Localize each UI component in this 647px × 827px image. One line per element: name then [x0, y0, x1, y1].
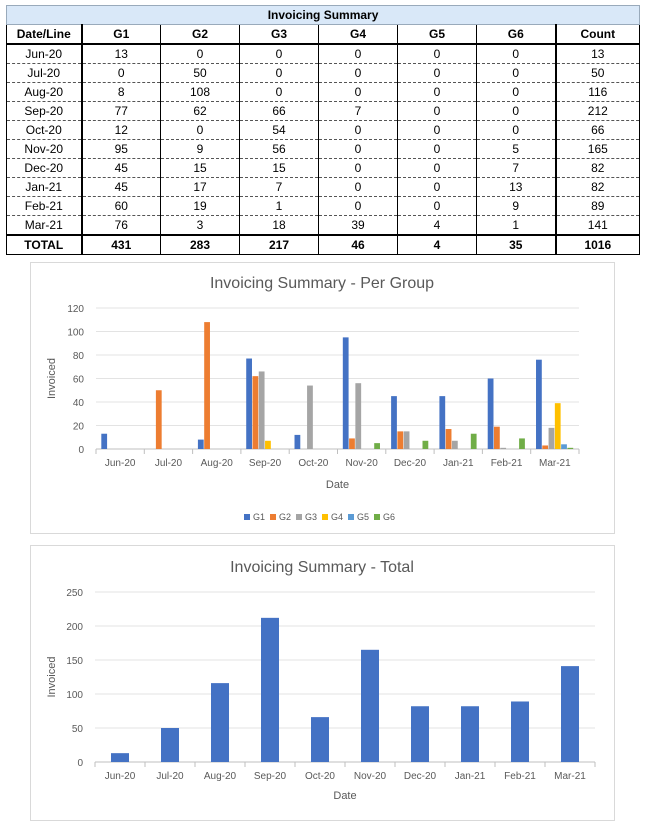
- bar-g1: [295, 435, 301, 449]
- x-tick-label: Jun-20: [104, 771, 136, 782]
- x-tick-label: Nov-20: [345, 458, 378, 469]
- cell-value: 0: [477, 83, 556, 102]
- chart-title: Invoicing Summary - Per Group: [209, 275, 435, 292]
- x-tick-label: Jan-21: [454, 771, 486, 782]
- row-count: 141: [556, 216, 640, 236]
- table-row: [7, 44, 640, 64]
- cell-value: 0: [82, 64, 161, 83]
- row-count: 212: [556, 102, 640, 121]
- cell-value: 4: [398, 216, 477, 236]
- bar-count: [361, 650, 379, 762]
- y-tick-label: 60: [72, 374, 84, 386]
- row-count: 13: [556, 44, 640, 64]
- x-tick-label: Feb-21: [504, 771, 536, 782]
- cell-value: 9: [477, 197, 556, 216]
- legend-swatch: [296, 514, 302, 520]
- bar-g2: [204, 322, 210, 449]
- legend-swatch: [348, 514, 354, 520]
- cell-value: 0: [319, 64, 398, 83]
- cell-value: 0: [477, 64, 556, 83]
- x-tick-label: Nov-20: [353, 771, 387, 782]
- row-date: Oct-20: [7, 121, 82, 140]
- table-row: [7, 140, 640, 159]
- x-tick-label: Feb-21: [490, 458, 523, 469]
- cell-value: 0: [398, 44, 477, 64]
- cell-value: 17: [161, 178, 240, 197]
- bar-g2: [252, 376, 258, 449]
- cell-value: 0: [477, 102, 556, 121]
- x-tick-label: Jul-20: [156, 771, 184, 782]
- bar-g3: [259, 371, 265, 449]
- cell-value: 7: [240, 178, 319, 197]
- cell-value: 13: [82, 44, 161, 64]
- bar-count: [261, 618, 279, 762]
- x-axis-label: Date: [325, 479, 350, 491]
- column-header: Count: [556, 25, 640, 45]
- y-tick-label: 200: [66, 622, 83, 633]
- bar-g1: [391, 396, 397, 449]
- total-chart: [30, 545, 615, 821]
- per-group-chart: [30, 262, 615, 534]
- bar-g1: [198, 440, 204, 449]
- row-date: Jun-20: [7, 44, 82, 64]
- total-value: 46: [319, 235, 398, 255]
- cell-value: 9: [161, 140, 240, 159]
- table-row: [7, 121, 640, 140]
- cell-value: 66: [240, 102, 319, 121]
- bar-g6: [567, 448, 573, 449]
- x-tick-label: Dec-20: [403, 771, 437, 782]
- bar-g2: [494, 427, 500, 449]
- x-tick-label: Mar-21: [539, 458, 571, 469]
- bar-g2: [156, 390, 162, 449]
- cell-value: 0: [240, 83, 319, 102]
- bar-g4: [265, 441, 271, 449]
- invoicing-summary-table: [6, 5, 640, 255]
- table-row: [7, 102, 640, 121]
- cell-value: 0: [398, 197, 477, 216]
- total-row: [7, 235, 640, 255]
- bar-count: [511, 701, 529, 762]
- table-row: [7, 83, 640, 102]
- y-tick-label: 100: [66, 690, 83, 701]
- bar-g3: [452, 441, 458, 449]
- bar-g2: [349, 438, 355, 449]
- cell-value: 0: [240, 44, 319, 64]
- chart-title: Invoicing Summary - Total: [230, 559, 414, 576]
- total-value: 35: [477, 235, 556, 255]
- bar-g6: [423, 441, 429, 449]
- y-tick-label: 0: [77, 758, 83, 769]
- total-chart-svg: [31, 546, 614, 820]
- column-header: G2: [161, 25, 240, 45]
- cell-value: 45: [82, 178, 161, 197]
- x-tick-label: Dec-20: [393, 458, 427, 469]
- bar-g1: [343, 337, 349, 449]
- bar-g1: [536, 360, 542, 449]
- bar-g3: [500, 448, 506, 449]
- row-date: Aug-20: [7, 83, 82, 102]
- cell-value: 0: [319, 121, 398, 140]
- table-row: [7, 197, 640, 216]
- column-header: G1: [82, 25, 161, 45]
- row-count: 116: [556, 83, 640, 102]
- bar-g6: [519, 438, 525, 449]
- cell-value: 77: [82, 102, 161, 121]
- y-tick-label: 50: [71, 724, 83, 735]
- cell-value: 39: [319, 216, 398, 236]
- cell-value: 1: [240, 197, 319, 216]
- cell-value: 19: [161, 197, 240, 216]
- cell-value: 108: [161, 83, 240, 102]
- total-count: 1016: [556, 235, 640, 255]
- y-tick-label: 80: [72, 351, 84, 362]
- bar-g4: [555, 403, 561, 449]
- bar-g1: [101, 434, 107, 449]
- bar-count: [161, 728, 179, 762]
- y-tick-label: 150: [66, 656, 83, 667]
- bar-g3: [307, 386, 313, 449]
- x-tick-label: Jun-20: [104, 458, 136, 469]
- cell-value: 18: [240, 216, 319, 236]
- cell-value: 0: [319, 140, 398, 159]
- cell-value: 8: [82, 83, 161, 102]
- cell-value: 1: [477, 216, 556, 236]
- row-date: Mar-21: [7, 216, 82, 236]
- cell-value: 0: [398, 159, 477, 178]
- x-tick-label: Jan-21: [442, 458, 474, 469]
- row-count: 82: [556, 178, 640, 197]
- cell-value: 0: [240, 64, 319, 83]
- table-row: [7, 216, 640, 236]
- cell-value: 7: [319, 102, 398, 121]
- row-count: 66: [556, 121, 640, 140]
- row-count: 50: [556, 64, 640, 83]
- cell-value: 0: [319, 44, 398, 64]
- row-count: 82: [556, 159, 640, 178]
- bar-g1: [488, 379, 494, 450]
- total-value: 4: [398, 235, 477, 255]
- cell-value: 3: [161, 216, 240, 236]
- legend-label: G4: [331, 512, 344, 522]
- column-header: G5: [398, 25, 477, 45]
- column-header: Date/Line: [7, 25, 82, 45]
- y-tick-label: 40: [72, 398, 84, 409]
- bar-g2: [397, 431, 403, 449]
- column-header: G6: [477, 25, 556, 45]
- y-tick-label: 20: [72, 421, 84, 433]
- cell-value: 60: [82, 197, 161, 216]
- cell-value: 0: [398, 178, 477, 197]
- cell-value: 15: [161, 159, 240, 178]
- bar-count: [211, 683, 229, 762]
- x-tick-label: Aug-20: [200, 458, 233, 469]
- row-date: Dec-20: [7, 159, 82, 178]
- legend-label: G5: [357, 512, 370, 522]
- row-count: 165: [556, 140, 640, 159]
- cell-value: 0: [398, 121, 477, 140]
- cell-value: 45: [82, 159, 161, 178]
- table-row: [7, 64, 640, 83]
- legend-label: G1: [253, 512, 266, 522]
- bar-g1: [439, 396, 445, 449]
- x-tick-label: Sep-20: [248, 458, 282, 469]
- bar-g2: [446, 429, 452, 449]
- y-axis-label: Invoiced: [46, 656, 58, 698]
- y-tick-label: 250: [66, 588, 83, 599]
- legend-label: G2: [279, 512, 292, 522]
- x-tick-label: Oct-20: [298, 458, 329, 469]
- bar-count: [411, 706, 429, 762]
- cell-value: 15: [240, 159, 319, 178]
- y-axis-label: Invoiced: [46, 358, 58, 399]
- total-value: 217: [240, 235, 319, 255]
- table-title: Invoicing Summary: [7, 6, 640, 25]
- row-date: Jan-21: [7, 178, 82, 197]
- row-date: Nov-20: [7, 140, 82, 159]
- legend-swatch: [322, 514, 328, 520]
- cell-value: 50: [161, 64, 240, 83]
- legend-swatch: [270, 514, 276, 520]
- bar-count: [311, 717, 329, 762]
- column-header: G3: [240, 25, 319, 45]
- bar-g6: [471, 434, 477, 449]
- row-count: 89: [556, 197, 640, 216]
- cell-value: 54: [240, 121, 319, 140]
- cell-value: 76: [82, 216, 161, 236]
- bar-count: [461, 706, 479, 762]
- bar-g6: [374, 443, 380, 449]
- x-tick-label: Jul-20: [154, 458, 183, 469]
- table-row: [7, 178, 640, 197]
- cell-value: 12: [82, 121, 161, 140]
- x-tick-label: Oct-20: [304, 771, 336, 782]
- cell-value: 0: [319, 159, 398, 178]
- cell-value: 0: [161, 121, 240, 140]
- table-row: [7, 159, 640, 178]
- total-label: TOTAL: [7, 235, 82, 255]
- legend-swatch: [244, 514, 250, 520]
- row-date: Jul-20: [7, 64, 82, 83]
- cell-value: 0: [477, 44, 556, 64]
- legend-label: G3: [305, 512, 318, 522]
- cell-value: 0: [398, 64, 477, 83]
- cell-value: 0: [398, 83, 477, 102]
- cell-value: 0: [398, 140, 477, 159]
- bar-g3: [404, 431, 410, 449]
- row-date: Sep-20: [7, 102, 82, 121]
- bar-g1: [246, 359, 252, 449]
- cell-value: 13: [477, 178, 556, 197]
- cell-value: 0: [398, 102, 477, 121]
- total-value: 283: [161, 235, 240, 255]
- cell-value: 0: [477, 121, 556, 140]
- column-header: G4: [319, 25, 398, 45]
- x-tick-label: Sep-20: [253, 771, 287, 782]
- bar-count: [561, 666, 579, 762]
- x-tick-label: Aug-20: [203, 771, 237, 782]
- bar-g5: [561, 444, 567, 449]
- bar-g3: [549, 428, 555, 449]
- cell-value: 0: [161, 44, 240, 64]
- row-date: Feb-21: [7, 197, 82, 216]
- bar-count: [111, 753, 129, 762]
- y-tick-label: 100: [67, 327, 84, 339]
- bar-g2: [542, 445, 548, 449]
- cell-value: 62: [161, 102, 240, 121]
- cell-value: 5: [477, 140, 556, 159]
- cell-value: 95: [82, 140, 161, 159]
- x-axis-label: Date: [333, 790, 357, 802]
- cell-value: 0: [319, 83, 398, 102]
- bar-g3: [355, 383, 361, 449]
- legend-swatch: [374, 514, 380, 520]
- y-tick-label: 120: [67, 304, 84, 315]
- per-group-chart-svg: [31, 263, 614, 533]
- y-tick-label: 0: [78, 445, 84, 456]
- total-value: 431: [82, 235, 161, 255]
- cell-value: 7: [477, 159, 556, 178]
- cell-value: 56: [240, 140, 319, 159]
- x-tick-label: Mar-21: [554, 771, 586, 782]
- cell-value: 0: [319, 178, 398, 197]
- cell-value: 0: [319, 197, 398, 216]
- legend-label: G6: [383, 512, 396, 522]
